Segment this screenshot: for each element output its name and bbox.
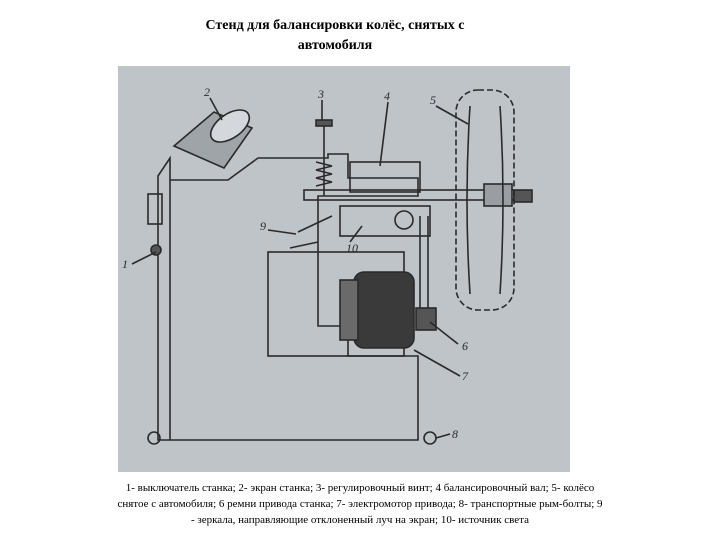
switch-box — [148, 194, 162, 224]
label-4: 4 — [384, 89, 390, 103]
leader-1 — [132, 252, 156, 264]
caption-line-3: - зеркала, направляющие отклоненный луч на экран; 10- источник света — [190, 514, 530, 526]
leader-6 — [430, 322, 458, 344]
figure-caption — [40, 480, 680, 528]
electric-motor — [354, 272, 414, 348]
motor-end — [340, 280, 358, 340]
technical-drawing — [118, 66, 570, 472]
leader-5 — [436, 106, 468, 124]
belt-pulley — [416, 308, 436, 330]
label-8: 8 — [452, 427, 458, 441]
shaft-hub — [484, 184, 512, 206]
shaft-end — [514, 190, 532, 202]
leader-4 — [380, 102, 388, 166]
mirror-upper — [298, 216, 332, 232]
caption-line-1: 1- выключатель станка; 2- экран станка; 3- регулировочный винт; 4 балансировочный вал; 5- колёсо — [125, 482, 595, 494]
label-5: 5 — [430, 93, 436, 107]
balancing-stand-figure — [118, 66, 570, 472]
label-10: 10 — [346, 241, 358, 255]
mirror-lower — [290, 242, 318, 248]
caption-line-2: снятое с автомобиля; 6 ремни привода станка; 7- электромотор привода; 8- транспортные рым-болты; 9 — [117, 498, 603, 510]
label-2: 2 — [204, 85, 210, 99]
title-line-1: Стенд для балансировки колёс, снятых с — [205, 18, 465, 33]
leader-7 — [414, 350, 460, 376]
label-6: 6 — [462, 339, 468, 353]
label-1: 1 — [122, 257, 128, 271]
page-title — [150, 16, 520, 56]
shaft-housing — [350, 162, 420, 192]
light-source — [340, 206, 430, 236]
title-line-2: автомобиля — [297, 38, 373, 53]
label-7: 7 — [462, 369, 468, 383]
eye-bolt-right — [424, 432, 436, 444]
screw-head — [316, 120, 332, 126]
light-lamp — [395, 211, 413, 229]
leader-9 — [268, 230, 296, 234]
leader-10 — [350, 226, 362, 242]
label-3: 3 — [318, 87, 324, 101]
leader-8 — [436, 434, 450, 438]
label-9: 9 — [260, 219, 266, 233]
